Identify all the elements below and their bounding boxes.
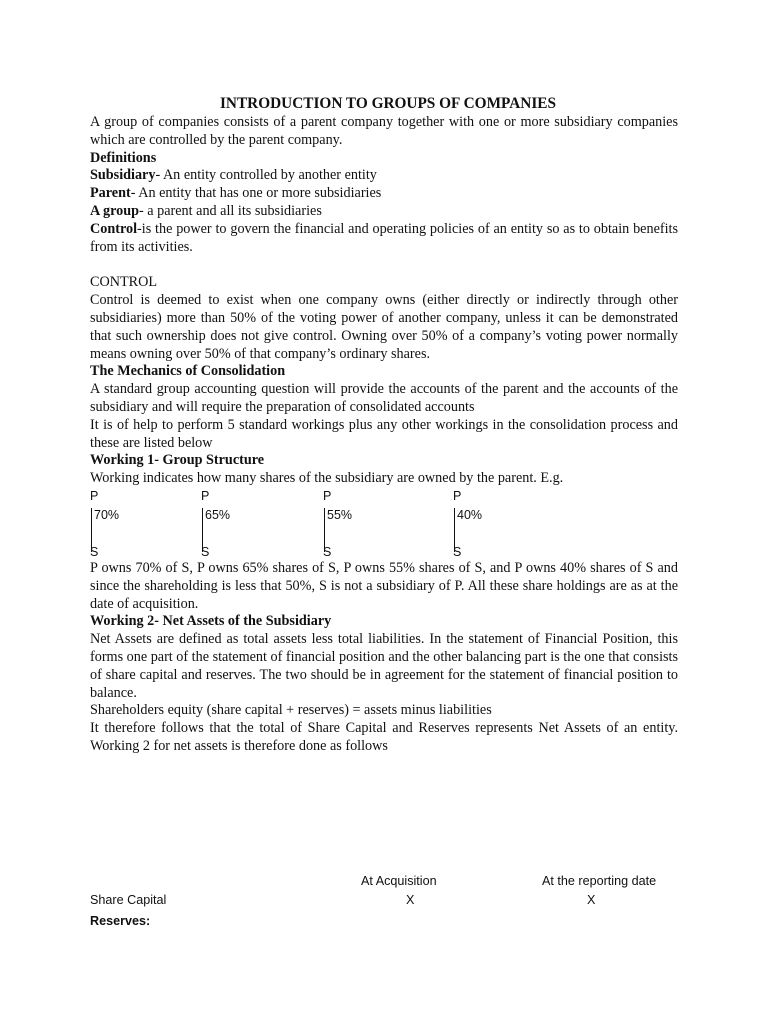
column-header-reporting-date: At the reporting date bbox=[542, 874, 657, 888]
ownership-percent: 65% bbox=[205, 507, 231, 522]
definition-parent bbox=[90, 185, 678, 203]
definition-group bbox=[90, 203, 678, 221]
group-structure-2 bbox=[201, 488, 321, 560]
subsidiary-label: S bbox=[323, 544, 332, 559]
parent-label: P bbox=[323, 488, 332, 503]
document bbox=[90, 93, 678, 756]
working2-heading: Working 2- Net Assets of the Subsidiary bbox=[90, 613, 332, 630]
spacer bbox=[90, 256, 678, 274]
group-structure-diagram bbox=[90, 488, 678, 560]
intro-paragraph: A group of companies consists of a parent company together with one or more subsidiary companies which are controlled by the parent company. bbox=[90, 114, 678, 148]
group-structure-4 bbox=[453, 488, 573, 560]
definition-term: A group bbox=[90, 202, 140, 219]
working2-paragraph-2: Shareholders equity (share capital + reserves) = assets minus liabilities bbox=[90, 702, 492, 719]
control-paragraph: Control is deemed to exist when one company owns (either directly or indirectly through other subsidiaries) more than 50% of the voting power of another company, unless it can be demonstrated that such ownership does not give control. Owning over 50% of a company’s voting power normally means owning over 50% of that company’s ordinary shares. bbox=[90, 292, 678, 362]
definition-term: Parent bbox=[90, 185, 131, 202]
parent-label: P bbox=[453, 488, 462, 503]
row-label-reserves: Reserves: bbox=[90, 914, 151, 928]
definition-text: - a parent and all its subsidiaries bbox=[139, 202, 322, 219]
subsidiary-label: S bbox=[90, 544, 99, 559]
cell-share-capital-reporting: X bbox=[587, 893, 596, 907]
row-label-share-capital: Share Capital bbox=[90, 893, 167, 907]
definition-text: -is the power to govern the financial and operating policies of an entity so as to obtain benefits from its activities. bbox=[90, 220, 678, 255]
mechanics-paragraph-2: It is of help to perform 5 standard workings plus any other workings in the consolidation process and these are listed below bbox=[90, 416, 678, 451]
definitions-heading: Definitions bbox=[90, 149, 157, 166]
subsidiary-label: S bbox=[453, 544, 462, 559]
working2-paragraph-1: Net Assets are defined as total assets less total liabilities. In the statement of Financial Position, this forms one part of the statement of financial position and the other balancing part is the one that consists of share capital and reserves. The two should be in agreement for the statement of financial position to balance. bbox=[90, 631, 678, 701]
working2-paragraph-3: It therefore follows that the total of Share Capital and Reserves represents Net Assets of an entity. Working 2 for net assets is therefore done as follows bbox=[90, 720, 678, 754]
ownership-percent: 70% bbox=[94, 507, 120, 522]
working1-after-paragraph: P owns 70% of S, P owns 65% shares of S, P owns 55% shares of S, and P owns 40% shares of S and since the shareholding is less that 50%, S is not a subsidiary of P. All these share holdings are as at the date of acquisition. bbox=[90, 559, 678, 612]
ownership-percent: 40% bbox=[457, 507, 483, 522]
cell-share-capital-acquisition: X bbox=[406, 893, 415, 907]
definition-term: Subsidiary bbox=[90, 167, 156, 184]
definition-text: - An entity controlled by another entity bbox=[155, 167, 377, 184]
working1-paragraph: Working indicates how many shares of the subsidiary are owned by the parent. E.g. bbox=[90, 470, 564, 487]
mechanics-paragraph-1: A standard group accounting question will provide the accounts of the parent and the accounts of the subsidiary and will require the preparation of consolidated accounts bbox=[90, 381, 678, 415]
group-structure-1 bbox=[90, 488, 210, 560]
definition-subsidiary bbox=[90, 167, 678, 185]
working1-heading: Working 1- Group Structure bbox=[90, 452, 265, 469]
control-heading: CONTROL bbox=[90, 274, 157, 291]
definition-control bbox=[90, 221, 678, 257]
column-header-at-acquisition: At Acquisition bbox=[361, 874, 437, 888]
parent-label: P bbox=[201, 488, 210, 503]
ownership-percent: 55% bbox=[327, 507, 353, 522]
parent-label: P bbox=[90, 488, 99, 503]
mechanics-heading: The Mechanics of Consolidation bbox=[90, 363, 286, 380]
group-structure-3 bbox=[323, 488, 443, 560]
definition-text: - An entity that has one or more subsidiaries bbox=[130, 185, 382, 202]
definition-term: Control bbox=[90, 220, 138, 237]
page-title: INTRODUCTION TO GROUPS OF COMPANIES bbox=[219, 95, 556, 112]
subsidiary-label: S bbox=[201, 544, 210, 559]
